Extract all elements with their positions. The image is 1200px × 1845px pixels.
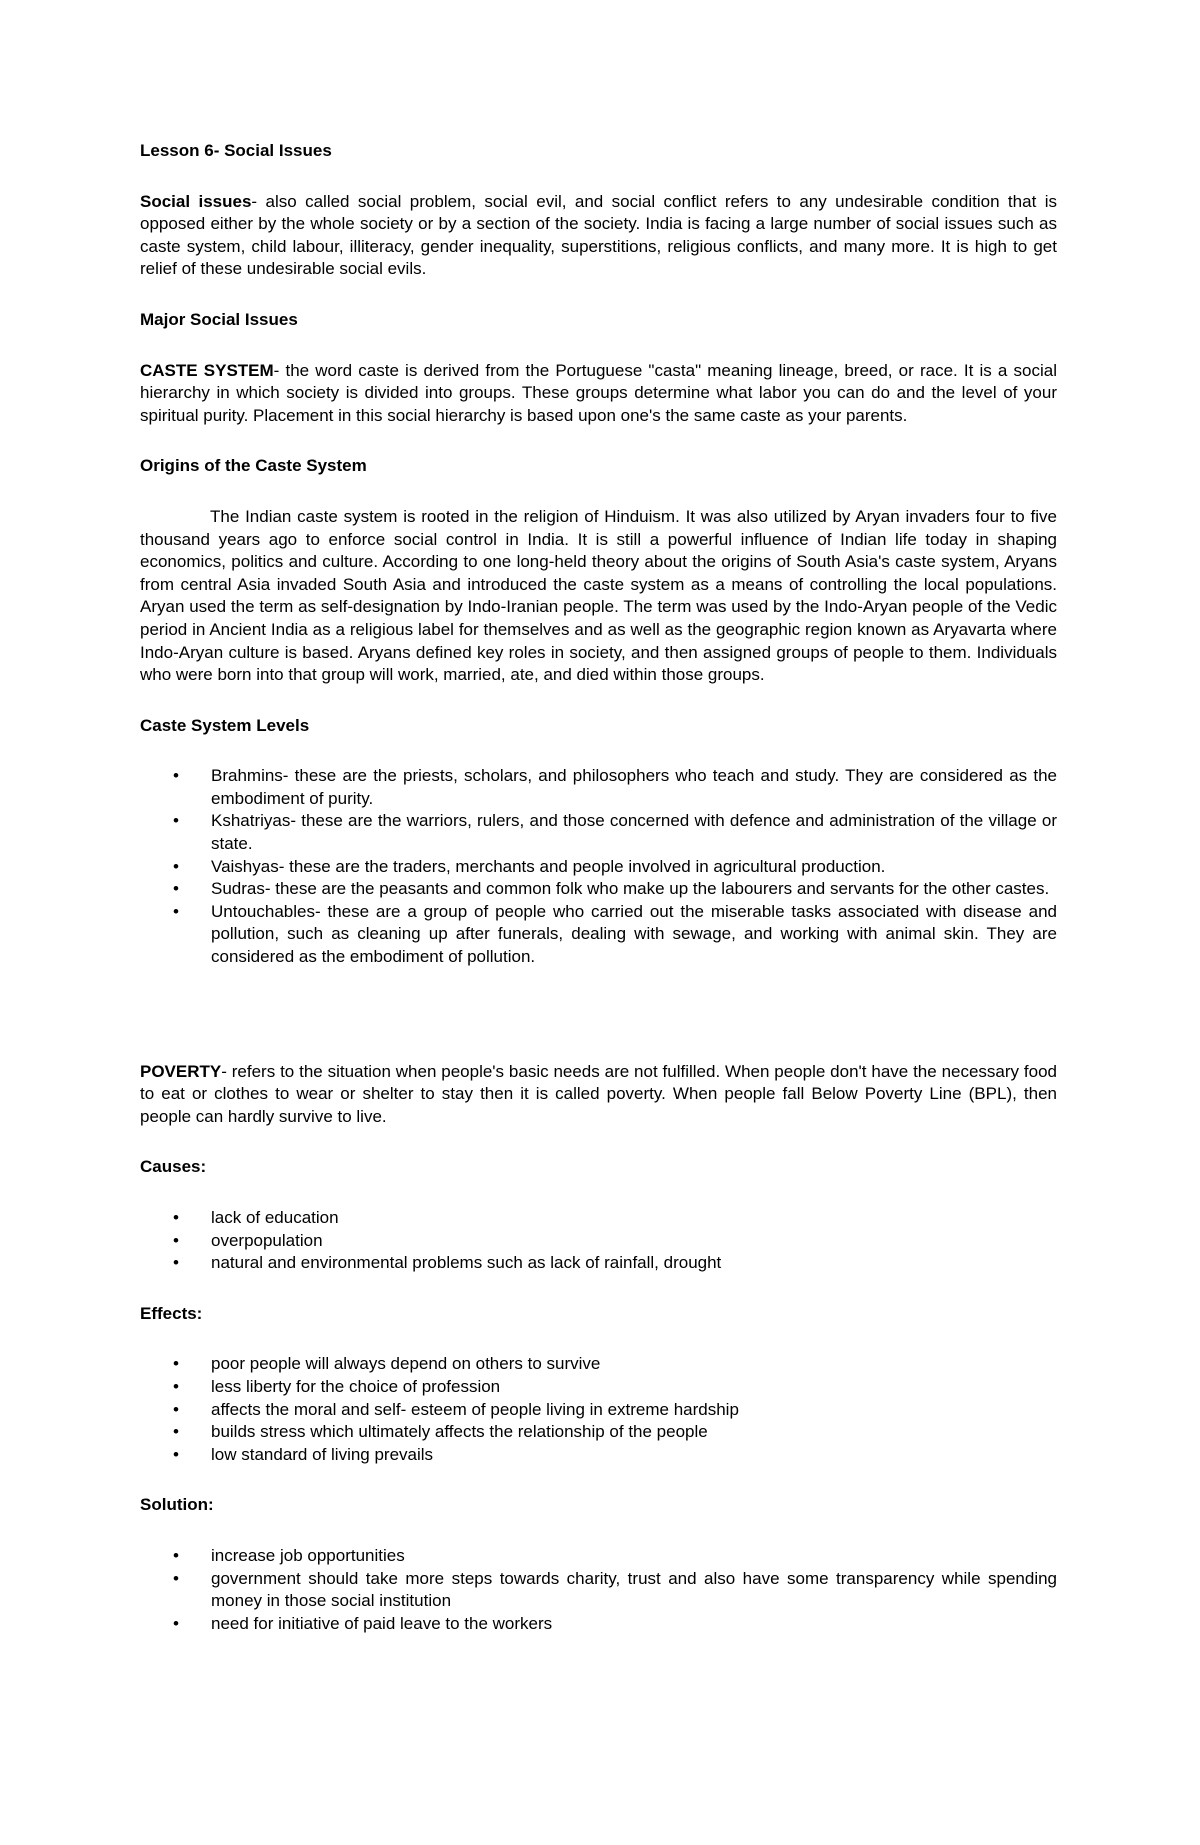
list-item-text: Untouchables- these are a group of people who carried out the miserable tasks associated with disease and pollution, such as cleaning up after funerals, dealing with sewage, and working with animal skin. They are considered as the embodiment of pollution.: [211, 901, 1057, 967]
list-item: [140, 1252, 1057, 1275]
list-item-text: affects the moral and self- esteem of people living in extreme hardship: [211, 1399, 739, 1419]
bullet-icon: •: [173, 901, 179, 921]
list-item: [140, 901, 1057, 969]
caste-term: CASTE SYSTEM: [140, 360, 274, 380]
intro-term: Social issues: [140, 191, 252, 211]
list-item: [140, 856, 1057, 879]
poverty-term: POVERTY: [140, 1061, 222, 1081]
list-item-text: government should take more steps towards charity, trust and also have some transparency while spending money in those social institution: [211, 1568, 1057, 1611]
list-item-text: lack of education: [211, 1208, 339, 1227]
list-item: [140, 1444, 1057, 1467]
document-page: [140, 140, 1057, 1663]
poverty-paragraph: [140, 1061, 1057, 1129]
effects-list: [140, 1353, 1057, 1466]
list-item: [140, 1207, 1057, 1230]
list-item: [140, 1545, 1057, 1568]
list-item-text: Sudras- these are the peasants and common folk who make up the labourers and servants for the other castes.: [211, 879, 1050, 899]
list-item-text: increase job opportunities: [211, 1545, 405, 1565]
solution-list: [140, 1545, 1057, 1635]
effects-heading: Effects:: [140, 1303, 203, 1323]
bullet-icon: •: [173, 1376, 179, 1396]
intro-text: - also called social problem, social evil, and social conflict refers to any undesirable condition that is opposed either by the whole society or by a section of the society. India is facing a large number of social issues such as caste system, child labour, illiteracy, gender inequality, superstitions, religious conflicts, and many more. It is high to get relief of these undesirable social evils.: [140, 191, 1057, 279]
poverty-text: - refers to the situation when people's basic needs are not fulfilled. When people don't have the necessary food to eat or clothes to wear or shelter to stay then it is called poverty. When people fall Below Poverty Line (BPL), then people can hardly survive to live.: [140, 1061, 1057, 1126]
caste-paragraph: [140, 360, 1057, 428]
list-item-text: builds stress which ultimately affects the relationship of the people: [211, 1422, 708, 1442]
caste-levels-list: [140, 765, 1057, 968]
bullet-icon: •: [173, 766, 179, 786]
list-item: [140, 1399, 1057, 1422]
solution-heading: Solution:: [140, 1495, 214, 1515]
list-item-text: need for initiative of paid leave to the workers: [211, 1613, 553, 1633]
list-item: [140, 1613, 1057, 1636]
list-item: [140, 878, 1057, 901]
list-item: [140, 765, 1057, 810]
section-spacer: [140, 997, 1057, 1061]
bullet-icon: •: [173, 856, 179, 876]
causes-heading: Causes:: [140, 1157, 207, 1177]
list-item: [140, 1376, 1057, 1399]
intro-paragraph: [140, 191, 1057, 281]
origins-heading: Origins of the Caste System: [140, 456, 367, 476]
bullet-icon: •: [173, 1253, 179, 1273]
lesson-title: Lesson 6- Social Issues: [140, 141, 332, 160]
list-item: [140, 1568, 1057, 1613]
list-item-text: low standard of living prevails: [211, 1444, 434, 1464]
list-item: [140, 1353, 1057, 1376]
list-item-text: Kshatriyas- these are the warriors, rulers, and those concerned with defence and administration of the village or state.: [211, 811, 1057, 854]
list-item-text: natural and environmental problems such as lack of rainfall, drought: [211, 1253, 722, 1273]
bullet-icon: •: [173, 879, 179, 899]
list-item-text: less liberty for the choice of profession: [211, 1376, 501, 1396]
bullet-icon: •: [173, 1613, 179, 1633]
list-item-text: overpopulation: [211, 1230, 323, 1250]
levels-heading: Caste System Levels: [140, 715, 310, 735]
list-item: [140, 810, 1057, 855]
bullet-icon: •: [173, 1230, 179, 1250]
bullet-icon: •: [173, 1399, 179, 1419]
bullet-icon: •: [173, 1444, 179, 1464]
bullet-icon: •: [173, 1354, 179, 1374]
major-issues-heading: Major Social Issues: [140, 309, 298, 329]
list-item-text: poor people will always depend on others to survive: [211, 1354, 601, 1374]
list-item-text: Vaishyas- these are the traders, merchants and people involved in agricultural production.: [211, 856, 886, 876]
bullet-icon: •: [173, 1208, 179, 1227]
origins-paragraph: The Indian caste system is rooted in the religion of Hinduism. It was also utilized by Aryan invaders four to five thousand years ago to enforce social control in India. It is still a powerful influence of Indian life today in shaping economics, politics and culture. According to one long-held theory about the origins of South Asia's caste system, Aryans from central Asia invaded South Asia and introduced the caste system as a means of controlling the local populations. Aryan used the term as self-designation by Indo-Iranian people. The term was used by the Indo-Aryan people of the Vedic period in Ancient India as a religious label for themselves and as well as the geographic region known as Aryavarta where Indo-Aryan culture is based. Aryans defined key roles in society, and then assigned groups of people to them. Individuals who were born into that group will work, married, ate, and died within those groups.: [140, 506, 1057, 685]
list-item: [140, 1230, 1057, 1253]
bullet-icon: •: [173, 811, 179, 831]
causes-list: [140, 1207, 1057, 1275]
bullet-icon: •: [173, 1568, 179, 1588]
list-item-text: Brahmins- these are the priests, scholars, and philosophers who teach and study. They are considered as the embodiment of purity.: [211, 766, 1057, 808]
list-item: [140, 1421, 1057, 1444]
caste-text: - the word caste is derived from the Portuguese "casta" meaning lineage, breed, or race. It is a social hierarchy in which society is divided into groups. These groups determine what labor you can do and the level of your spiritual purity. Placement in this social hierarchy is based upon one's the same caste as your parents.: [140, 360, 1057, 425]
bullet-icon: •: [173, 1422, 179, 1442]
bullet-icon: •: [173, 1545, 179, 1565]
